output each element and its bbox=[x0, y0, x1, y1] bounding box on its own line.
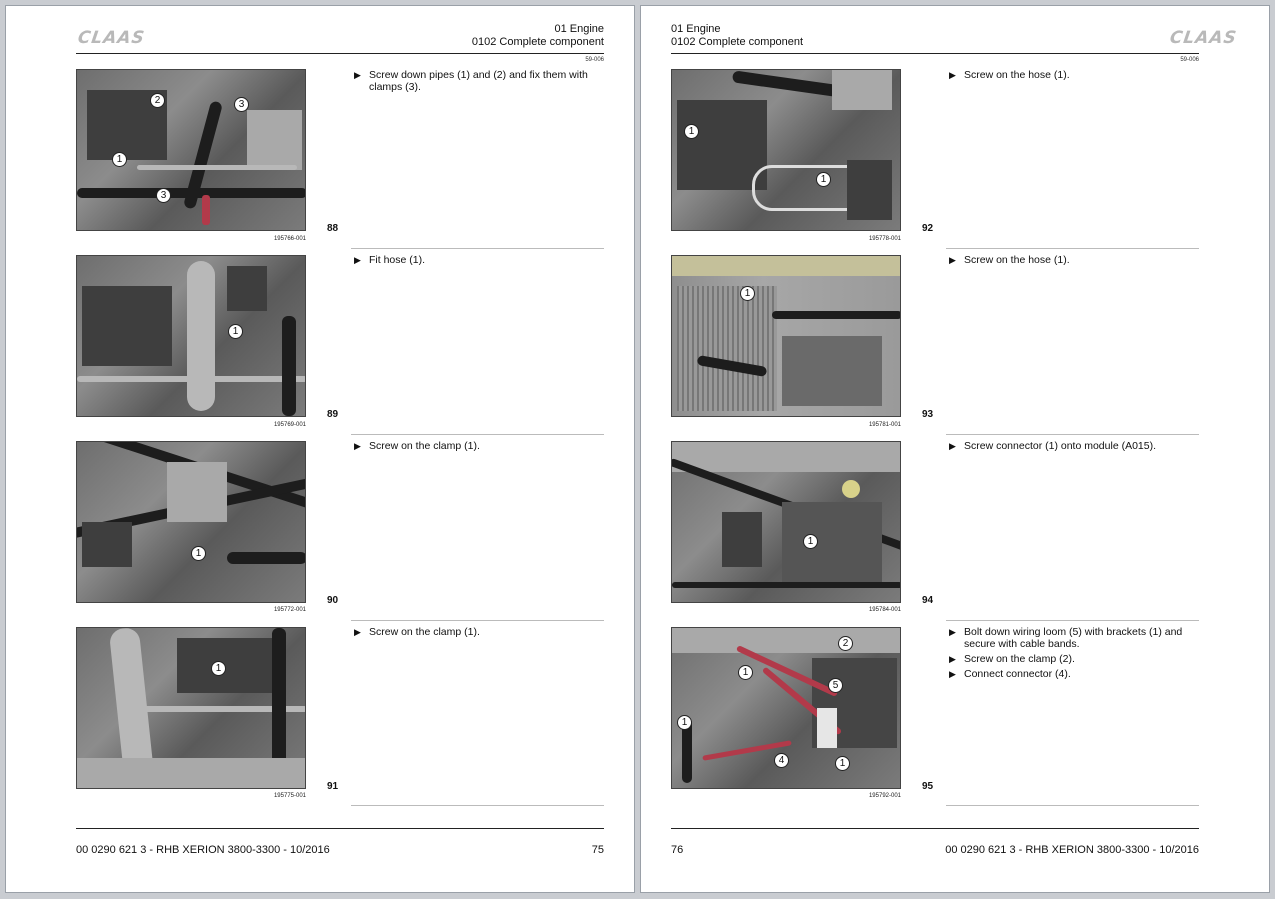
callout: 1 bbox=[677, 715, 692, 730]
page-header bbox=[671, 23, 803, 49]
image-code: 195769-001 bbox=[273, 422, 306, 428]
instruction-item: ▶ Screw down pipes (1) and (2) and fix them with clamps (3). bbox=[354, 69, 599, 93]
instruction-item: ▶ Bolt down wiring loom (5) with brackets (1) and secure with cable bands. bbox=[949, 626, 1194, 650]
step-number: 91 bbox=[327, 781, 339, 792]
step-photo-95 bbox=[671, 627, 901, 789]
callout: 2 bbox=[150, 93, 165, 108]
step-number: 89 bbox=[327, 409, 339, 420]
right-page bbox=[641, 6, 1269, 892]
image-code: 195778-001 bbox=[868, 236, 901, 242]
callout: 1 bbox=[211, 661, 226, 676]
callout: 1 bbox=[803, 534, 818, 549]
callout: 1 bbox=[228, 324, 243, 339]
instruction-item: ▶ Screw connector (1) onto module (A015). bbox=[949, 440, 1194, 452]
step-instructions bbox=[949, 440, 1194, 455]
instruction-item: ▶ Screw on the hose (1). bbox=[949, 254, 1194, 266]
section-code: 59-006 bbox=[1180, 57, 1199, 63]
step-divider bbox=[351, 620, 604, 621]
step-instructions bbox=[354, 626, 599, 641]
callout: 1 bbox=[684, 124, 699, 139]
step-photo-89 bbox=[76, 255, 306, 417]
step-instructions bbox=[354, 440, 599, 455]
section-title: 0102 Complete component bbox=[471, 36, 604, 48]
callout: 3 bbox=[234, 97, 249, 112]
header-rule bbox=[76, 53, 604, 54]
step-divider bbox=[946, 434, 1199, 435]
step-divider bbox=[946, 620, 1199, 621]
page-header bbox=[472, 23, 604, 49]
left-page bbox=[6, 6, 634, 892]
step-number: 94 bbox=[922, 595, 934, 606]
claas-logo: CLAAS bbox=[1168, 28, 1239, 48]
claas-logo: CLAAS bbox=[76, 28, 147, 48]
callout: 1 bbox=[112, 152, 127, 167]
step-number: 88 bbox=[327, 223, 339, 234]
step-number: 95 bbox=[922, 781, 934, 792]
step-photo-92 bbox=[671, 69, 901, 231]
image-code: 195781-001 bbox=[868, 422, 901, 428]
footer-rule bbox=[671, 828, 1199, 829]
callout: 1 bbox=[835, 756, 850, 771]
instruction-item: ▶ Screw on the hose (1). bbox=[949, 69, 1194, 81]
step-photo-94 bbox=[671, 441, 901, 603]
callout: 2 bbox=[838, 636, 853, 651]
step-instructions bbox=[949, 254, 1194, 269]
step-instructions bbox=[949, 626, 1194, 683]
instruction-item: ▶ Connect connector (4). bbox=[949, 668, 1194, 680]
chapter-title: 01 Engine bbox=[554, 23, 604, 35]
callout: 1 bbox=[740, 286, 755, 301]
step-instructions bbox=[354, 254, 599, 269]
chapter-title: 01 Engine bbox=[671, 23, 721, 35]
callout: 3 bbox=[156, 188, 171, 203]
callout: 1 bbox=[191, 546, 206, 561]
step-divider bbox=[946, 805, 1199, 806]
step-number: 93 bbox=[922, 409, 934, 420]
step-divider bbox=[351, 434, 604, 435]
image-code: 195792-001 bbox=[868, 793, 901, 799]
step-number: 92 bbox=[922, 223, 934, 234]
step-photo-91 bbox=[76, 627, 306, 789]
image-code: 195772-001 bbox=[273, 607, 306, 613]
step-instructions bbox=[949, 69, 1194, 84]
step-divider bbox=[946, 248, 1199, 249]
instruction-item: ▶ Screw on the clamp (2). bbox=[949, 653, 1194, 665]
step-photo-90 bbox=[76, 441, 306, 603]
step-photo-88 bbox=[76, 69, 306, 231]
image-code: 195784-001 bbox=[868, 607, 901, 613]
step-instructions bbox=[354, 69, 599, 96]
header-rule bbox=[671, 53, 1199, 54]
step-divider bbox=[351, 248, 604, 249]
instruction-item: ▶ Fit hose (1). bbox=[354, 254, 599, 266]
image-code: 195766-001 bbox=[273, 236, 306, 242]
instruction-item: ▶ Screw on the clamp (1). bbox=[354, 626, 599, 638]
footer-rule bbox=[76, 828, 604, 829]
footer-doc-id: 00 0290 621 3 - RHB XERION 3800-3300 - 10/2016 bbox=[945, 844, 1199, 856]
footer-doc-id: 00 0290 621 3 - RHB XERION 3800-3300 - 10/2016 bbox=[76, 844, 330, 856]
page-number: 75 bbox=[591, 844, 604, 856]
step-divider bbox=[351, 805, 604, 806]
callout: 4 bbox=[774, 753, 789, 768]
callout: 1 bbox=[816, 172, 831, 187]
step-photo-93 bbox=[671, 255, 901, 417]
section-title: 0102 Complete component bbox=[671, 36, 804, 48]
image-code: 195775-001 bbox=[273, 793, 306, 799]
instruction-item: ▶ Screw on the clamp (1). bbox=[354, 440, 599, 452]
callout: 5 bbox=[828, 678, 843, 693]
section-code: 59-006 bbox=[585, 57, 604, 63]
step-number: 90 bbox=[327, 595, 339, 606]
page-number: 76 bbox=[671, 844, 684, 856]
callout: 1 bbox=[738, 665, 753, 680]
